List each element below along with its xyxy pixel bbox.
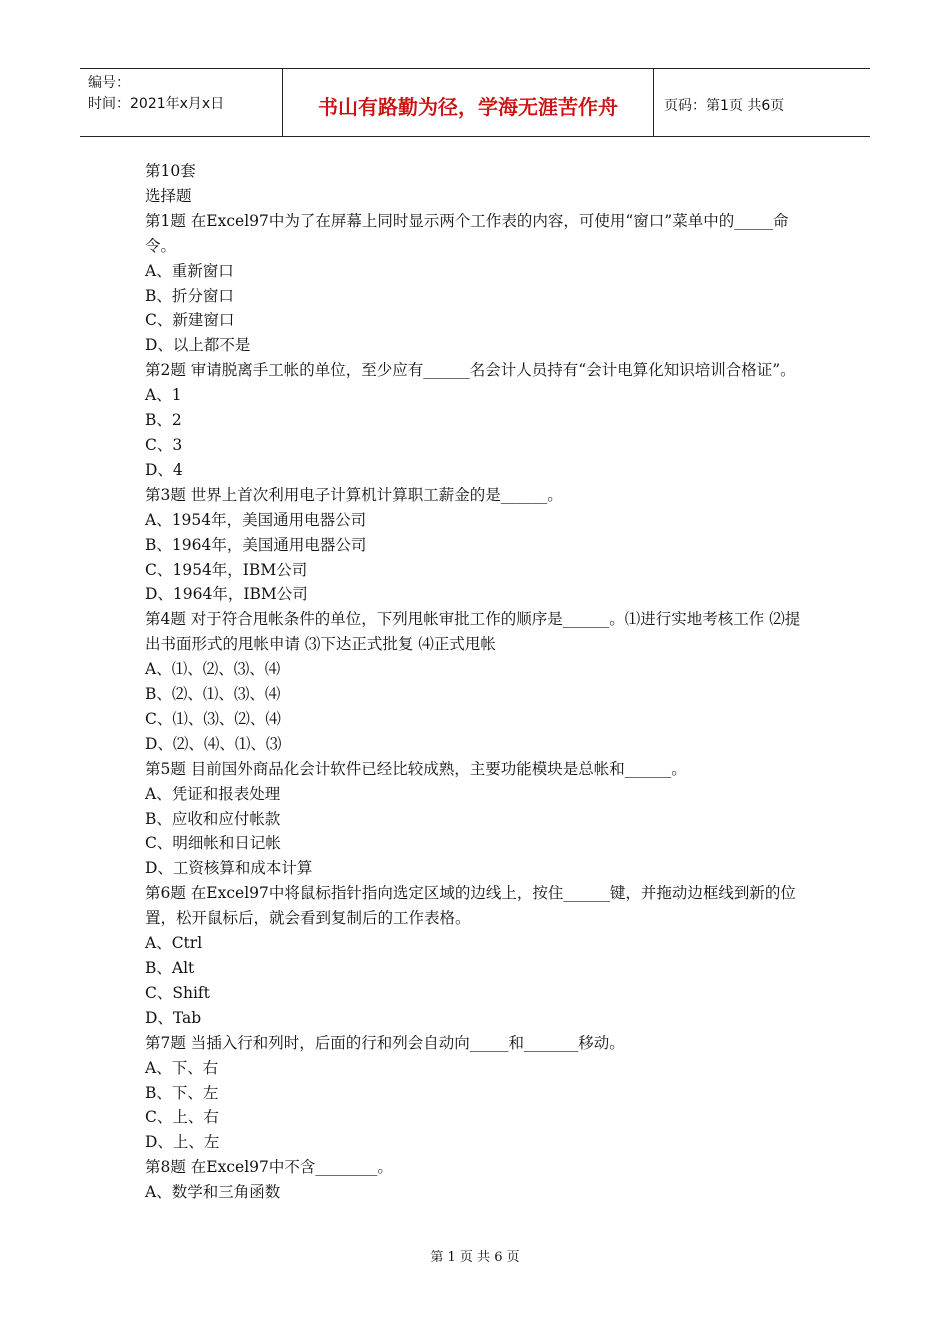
option-a: A、⑴、⑵、⑶、⑷ — [145, 660, 281, 679]
header-page-number: 页码：第1页 共6页 — [664, 97, 785, 114]
option-a: A、凭证和报表处理 — [145, 784, 281, 803]
option-c: C、新建窗口 — [145, 311, 235, 330]
option-b: B、下、左 — [145, 1083, 219, 1102]
option-b: B、折分窗口 — [145, 286, 234, 305]
section-heading: 选择题 — [145, 186, 192, 205]
question-stem: 第4题 对于符合甩帐条件的单位，下列甩帐审批工作的顺序是______。⑴进行实地考核工作 ⑵提出书面形式的甩帐申请 ⑶下达正式批复 ⑷正式甩帐 — [145, 610, 801, 654]
question-6 — [145, 881, 810, 1030]
document-body — [145, 159, 810, 1205]
option-c: C、⑴、⑶、⑵、⑷ — [145, 709, 281, 728]
option-b: B、1964年，美国通用电器公司 — [145, 535, 367, 554]
document-date-label: 时间：2021年x月x日 — [88, 96, 225, 112]
question-stem: 第6题 在Excel97中将鼠标指针指向选定区域的边线上，按住______键，并拖动边框线到新的位置，松开鼠标后，就会看到复制后的工作表格。 — [145, 884, 796, 928]
option-c: C、3 — [145, 435, 183, 454]
option-d: D、Tab — [145, 1008, 202, 1027]
option-a: A、数学和三角函数 — [145, 1183, 281, 1202]
page-header — [80, 68, 870, 137]
question-1 — [145, 209, 810, 358]
option-c: C、Shift — [145, 983, 210, 1002]
option-b: B、2 — [145, 411, 182, 430]
option-d: D、以上都不是 — [145, 336, 251, 355]
document-number-label: 编号： — [88, 75, 130, 91]
option-b: B、⑵、⑴、⑶、⑷ — [145, 685, 281, 704]
option-d: D、⑵、⑷、⑴、⑶ — [145, 734, 282, 753]
option-a: A、重新窗口 — [145, 261, 234, 280]
question-4 — [145, 607, 810, 756]
option-b: B、Alt — [145, 959, 195, 977]
question-5 — [145, 757, 810, 882]
page-footer: 第 1 页 共 6 页 — [430, 1250, 520, 1265]
option-d: D、1964年，IBM公司 — [145, 585, 308, 604]
option-d: D、4 — [145, 460, 183, 479]
option-c: C、明细帐和日记帐 — [145, 834, 281, 853]
option-b: B、应收和应付帐款 — [145, 809, 281, 828]
set-title: 第10套 — [145, 162, 196, 180]
header-left-cell — [80, 69, 282, 136]
question-2 — [145, 358, 810, 483]
question-stem: 第8题 在Excel97中不含________。 — [145, 1158, 393, 1177]
option-d: D、上、左 — [145, 1133, 220, 1152]
option-c: C、上、右 — [145, 1108, 219, 1127]
question-3 — [145, 483, 810, 608]
question-8 — [145, 1155, 810, 1205]
option-c: C、1954年，IBM公司 — [145, 560, 308, 579]
question-stem: 第2题 审请脱离手工帐的单位，至少应有______名会计人员持有“会计电算化知识培训合格证”。 — [145, 361, 796, 380]
question-7 — [145, 1031, 810, 1156]
question-stem: 第5题 目前国外商品化会计软件已经比较成熟，主要功能模块是总帐和______。 — [145, 759, 687, 778]
question-stem: 第1题 在Excel97中为了在屏幕上同时显示两个工作表的内容，可使用“窗口”菜单中的_____命令。 — [145, 211, 789, 255]
option-a: A、下、右 — [145, 1058, 219, 1077]
option-a: A、Ctrl — [145, 934, 203, 953]
option-a: A、1954年，美国通用电器公司 — [145, 510, 367, 529]
question-stem: 第3题 世界上首次利用电子计算机计算职工薪金的是______。 — [145, 485, 563, 504]
header-motto: 书山有路勤为径，学海无涯苦作舟 — [282, 69, 654, 136]
option-a: A、1 — [145, 386, 182, 405]
option-d: D、工资核算和成本计算 — [145, 859, 313, 878]
question-stem: 第7题 当插入行和列时，后面的行和列会自动向_____和_______移动。 — [145, 1033, 625, 1052]
